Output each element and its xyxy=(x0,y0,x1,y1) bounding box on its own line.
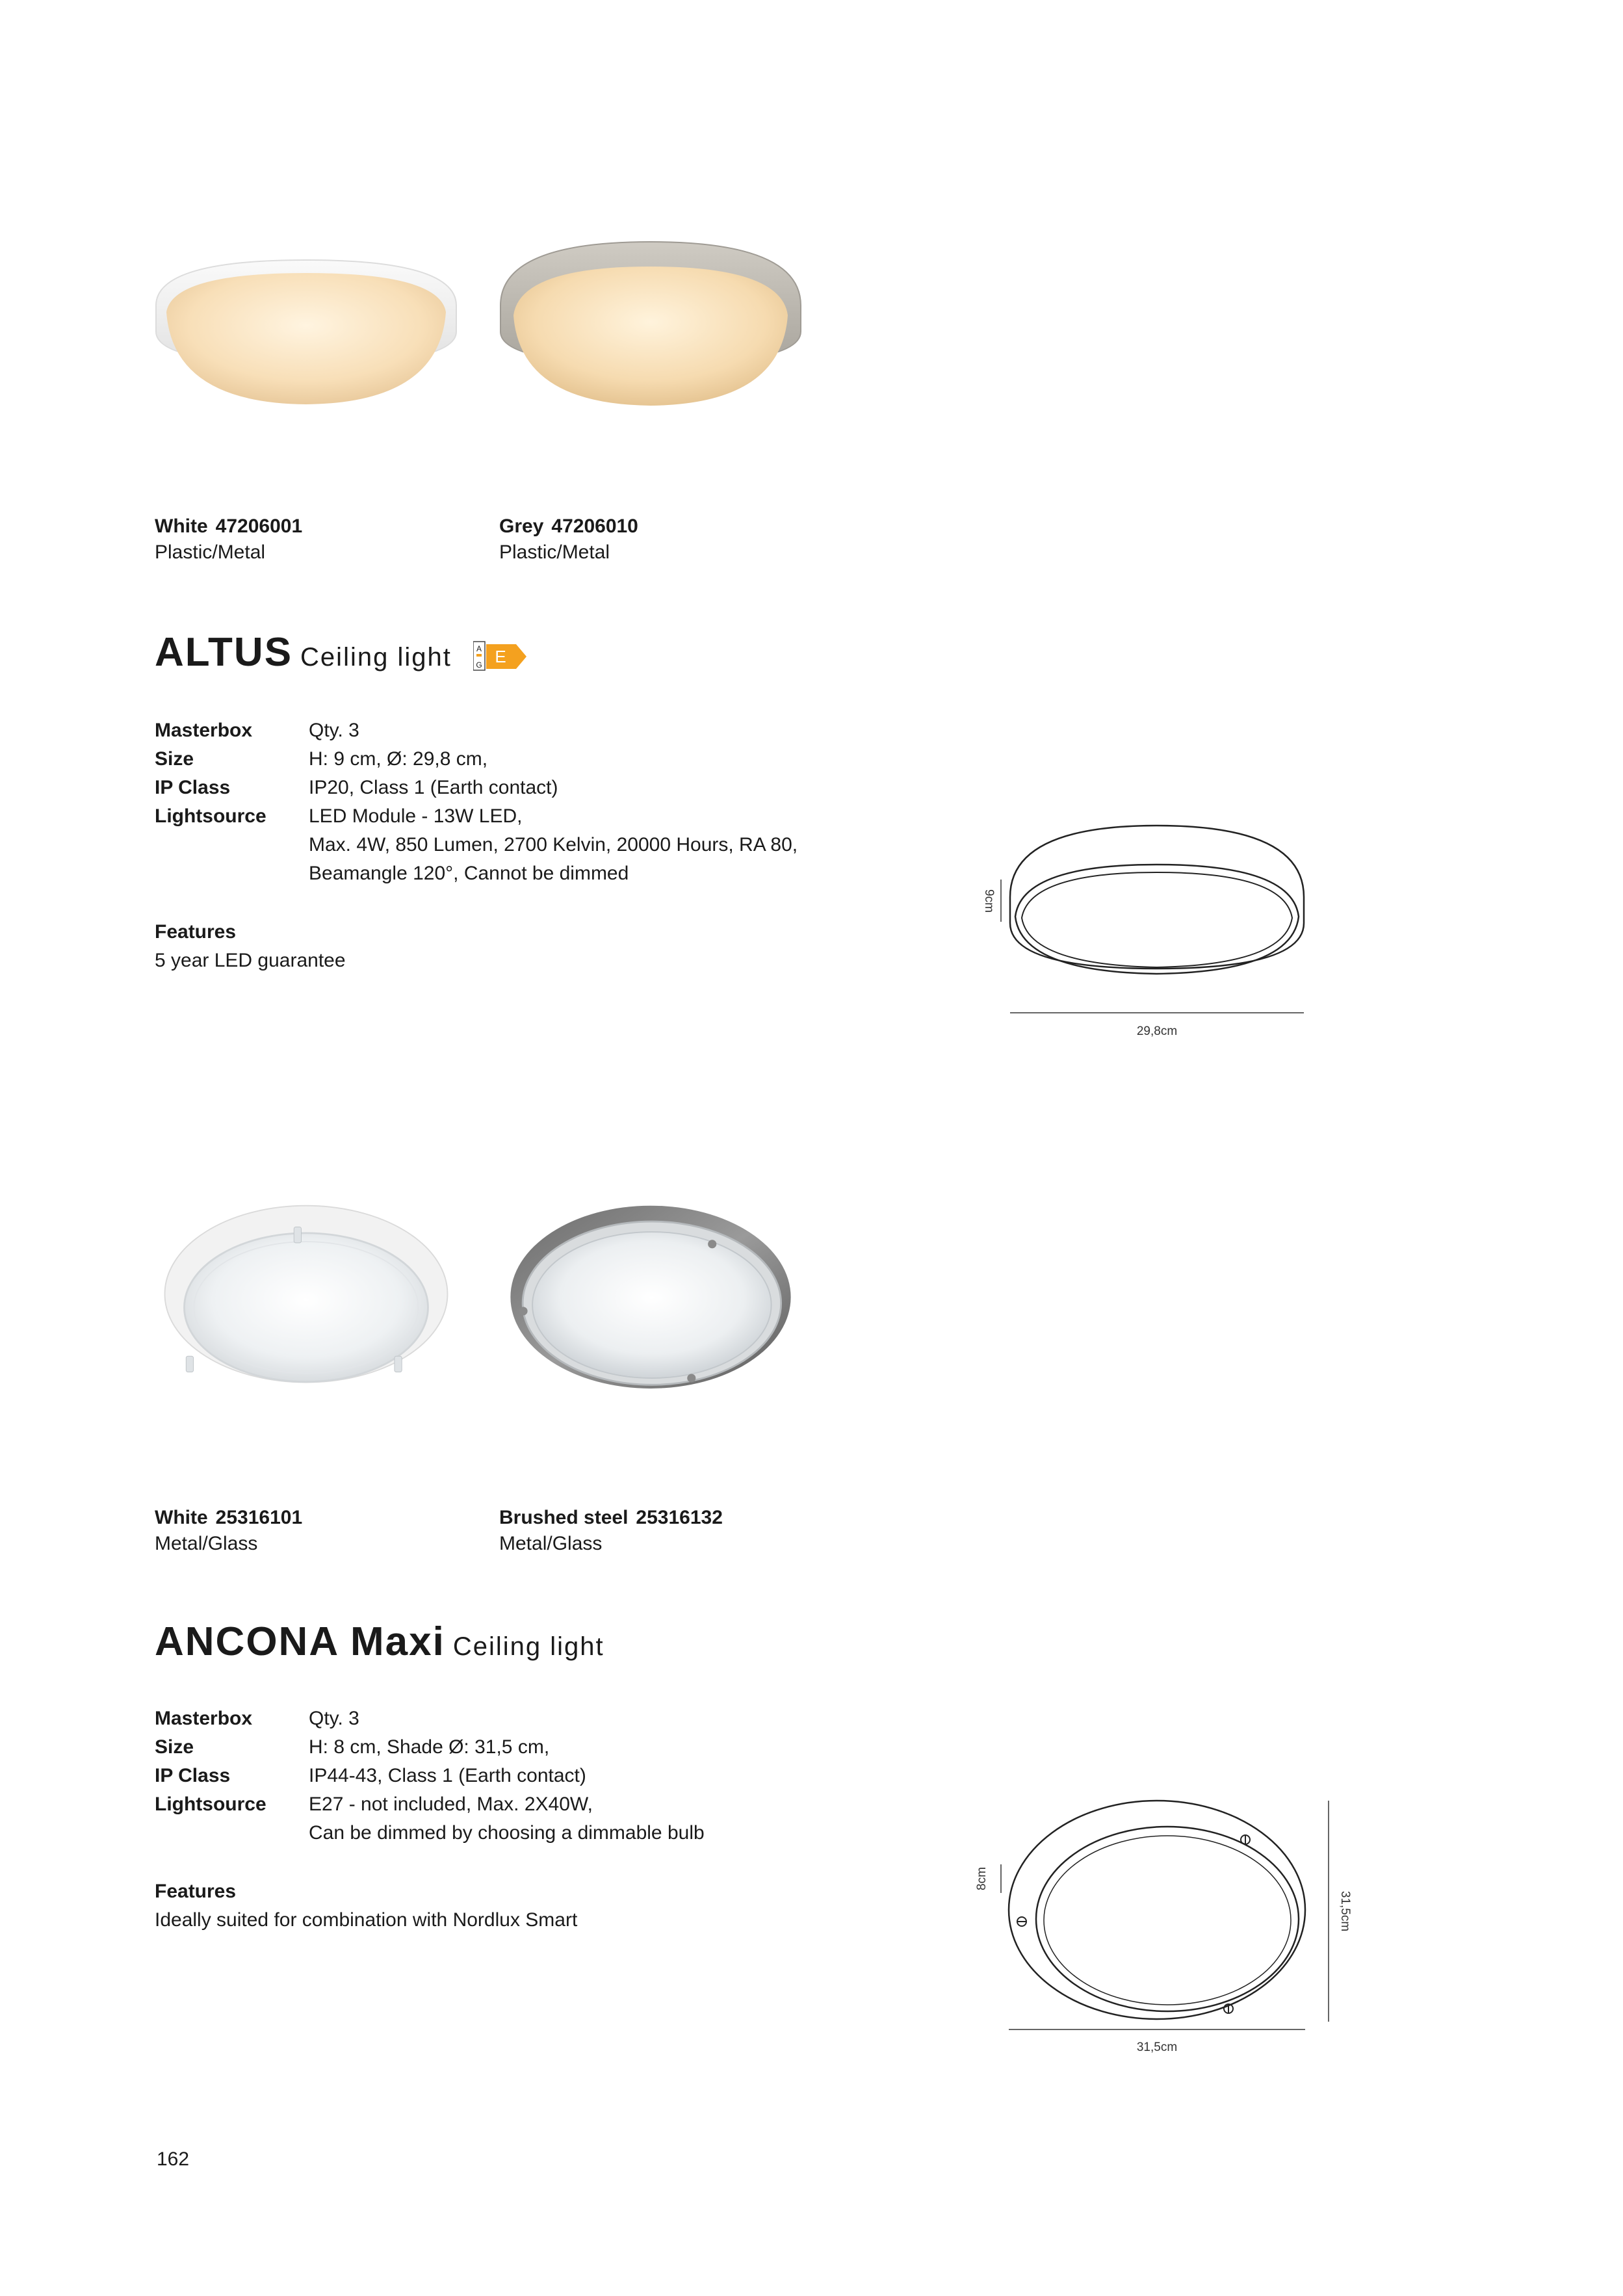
spec-table-altus xyxy=(155,716,870,888)
variant-altus-white xyxy=(155,514,302,566)
dimension-height: 9cm xyxy=(982,889,996,913)
spec-label: IP Class xyxy=(155,1765,231,1786)
product-photo-altus-white xyxy=(153,234,459,429)
product-name: ANCONA Maxi xyxy=(155,1619,445,1664)
spec-value: IP44-43, Class 1 (Earth contact) xyxy=(309,1765,586,1786)
features-heading: Features xyxy=(155,921,237,943)
product-photo-altus-grey xyxy=(498,234,803,429)
spec-label: Lightsource xyxy=(155,1794,266,1815)
dimension-height: 8cm xyxy=(975,1867,989,1890)
product-photo-ancona-steel xyxy=(498,1203,803,1398)
energy-scale-bottom: G xyxy=(476,660,482,670)
spec-value: Can be dimmed by choosing a dimmable bulb xyxy=(309,1822,705,1844)
features-ancona-maxi xyxy=(155,1877,577,1935)
spec-label: Masterbox xyxy=(155,720,253,741)
product-name: ALTUS xyxy=(155,630,293,675)
variant-altus-grey xyxy=(499,514,638,566)
variant-material: Plastic/Metal xyxy=(155,541,266,563)
variant-label: Grey 47206010 xyxy=(499,515,638,537)
spec-value: E27 - not included, Max. 2X40W, xyxy=(309,1794,593,1815)
dimension-depth: 31,5cm xyxy=(1338,1890,1352,1932)
features-altus xyxy=(155,918,346,975)
product-type: Ceiling light xyxy=(300,643,452,672)
features-heading: Features xyxy=(155,1881,237,1902)
dimension-width: 29,8cm xyxy=(1136,1024,1178,1038)
variant-label: White 25316101 xyxy=(155,1507,303,1528)
dimension-width: 31,5cm xyxy=(1136,2041,1178,2054)
variant-material: Plastic/Metal xyxy=(499,541,610,563)
energy-class: E xyxy=(495,647,506,666)
features-text: Ideally suited for combination with Nordlux Smart xyxy=(155,1909,578,1931)
spec-label: Masterbox xyxy=(155,1708,253,1729)
spec-label: IP Class xyxy=(155,777,231,798)
technical-drawing-altus xyxy=(962,819,1339,1053)
spec-value: Qty. 3 xyxy=(309,1708,359,1729)
variant-label: Brushed steel 25316132 xyxy=(499,1507,723,1528)
spec-value: H: 9 cm, Ø: 29,8 cm, xyxy=(309,748,488,770)
spec-value: IP20, Class 1 (Earth contact) xyxy=(309,777,558,798)
spec-label: Size xyxy=(155,748,194,770)
spec-value: Qty. 3 xyxy=(309,720,359,741)
product-type: Ceiling light xyxy=(452,1632,604,1661)
product-photo-ancona-white xyxy=(153,1203,459,1398)
product-title-ancona-maxi xyxy=(155,1619,604,1665)
spec-value: LED Module - 13W LED, xyxy=(309,805,523,827)
spec-table-ancona-maxi xyxy=(155,1704,870,1847)
features-text: 5 year LED guarantee xyxy=(155,950,346,971)
spec-value: Max. 4W, 850 Lumen, 2700 Kelvin, 20000 Hours, RA 80, xyxy=(309,834,798,855)
variant-material: Metal/Glass xyxy=(499,1533,603,1554)
variant-ancona-steel xyxy=(499,1505,723,1557)
spec-label: Lightsource xyxy=(155,805,266,827)
product-title-altus xyxy=(155,629,452,675)
page-number: 162 xyxy=(157,2148,190,2170)
spec-label: Size xyxy=(155,1736,194,1758)
technical-drawing-ancona-maxi xyxy=(962,1794,1365,2074)
variant-ancona-white xyxy=(155,1505,302,1557)
spec-value: Beamangle 120°, Cannot be dimmed xyxy=(309,863,629,884)
variant-material: Metal/Glass xyxy=(155,1533,258,1554)
spec-value: H: 8 cm, Shade Ø: 31,5 cm, xyxy=(309,1736,550,1758)
variant-label: White 47206001 xyxy=(155,515,303,537)
energy-label-icon xyxy=(473,640,529,673)
energy-scale-top: A xyxy=(476,644,482,653)
